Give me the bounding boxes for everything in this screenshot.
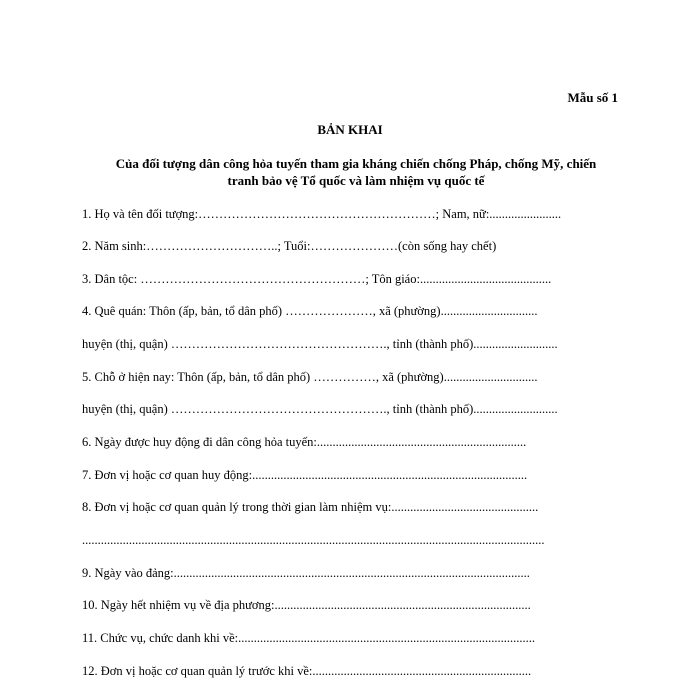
field-ethnicity: 3. Dân tộc: ………………………………………………; Tôn giáo:.......................................... [82, 272, 552, 286]
field-full-name: 1. Họ và tên đối tượng:…………………………………………………; Nam, nữ:....................... [82, 207, 562, 221]
field-residence-village: 5. Chỗ ở hiện nay: Thôn (ấp, bản, tổ dân phố) ……………, xã (phường).............................. [82, 370, 538, 384]
field-party-join-date: 9. Ngày vào đảng:.................................................................................................................. [82, 566, 530, 580]
document-title: BẢN KHAI [317, 122, 383, 137]
field-mobilizing-unit: 7. Đơn vị hoặc cơ quan huy động:........................................................................................ [82, 468, 528, 482]
field-return-date: 10. Ngày hết nhiệm vụ về địa phương:.................................................................................. [82, 598, 531, 612]
subtitle-line-2: tranh bảo vệ Tổ quốc và làm nhiệm vụ quốc tế [227, 173, 485, 188]
field-managing-unit: 8. Đơn vị hoặc cơ quan quản lý trong thời gian làm nhiệm vụ:............................................... [82, 500, 539, 514]
document-subtitle [60, 155, 652, 189]
field-hometown-village: 4. Quê quán: Thôn (ấp, bản, tổ dân phố) …………………, xã (phường)............................... [82, 304, 538, 318]
field-residence-district: huyện (thị, quận) ……………………………………………., tỉnh (thành phố)........................... [82, 402, 558, 416]
form-code: Mẫu số 1 [567, 90, 618, 105]
field-unit-before-return: 12. Đơn vị hoặc cơ quan quản lý trước khi về:...................................................................... [82, 664, 532, 678]
field-birth-year: 2. Năm sinh:…………………………..; Tuổi:…………………(còn sống hay chết) [82, 239, 497, 253]
subtitle-line-1: Của đối tượng dân công hỏa tuyến tham gia kháng chiến chống Pháp, chống Mỹ, chiến [115, 156, 597, 171]
field-hometown-district: huyện (thị, quận) ……………………………………………., tỉnh (thành phố)........................... [82, 337, 558, 351]
field-managing-unit-continued: .................................................................................................................................................... [82, 533, 545, 547]
field-mobilization-date: 6. Ngày được huy động đi dân công hỏa tuyến:................................................................... [82, 435, 527, 449]
field-position-on-return: 11. Chức vụ, chức danh khi về:............................................................................................... [82, 631, 535, 645]
